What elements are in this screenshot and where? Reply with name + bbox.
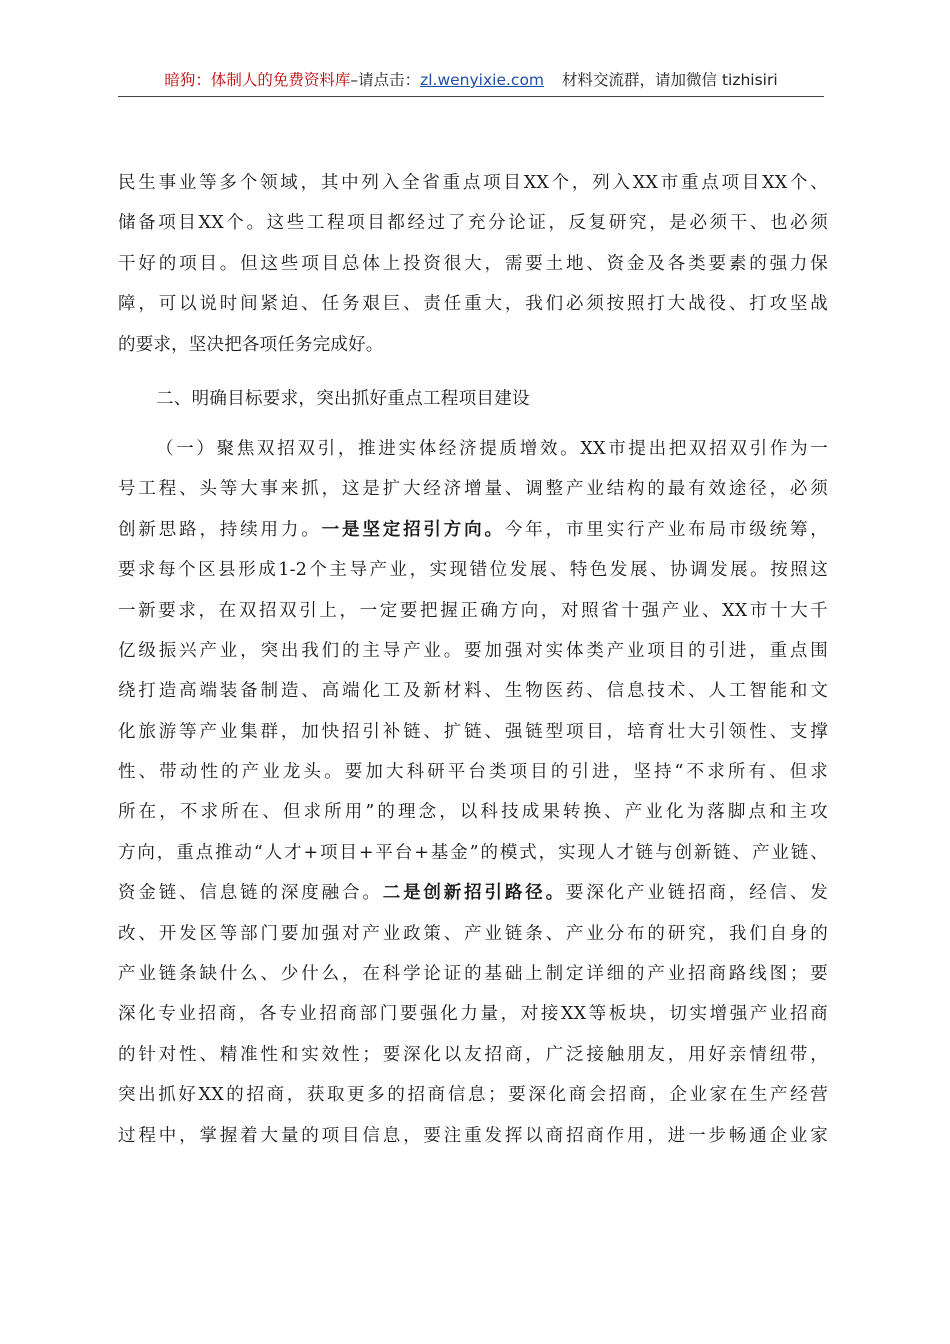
header-contact: 材料交流群，请加微信 tizhisiri [562, 71, 778, 89]
line-text: 要深化产业链招商，经信、发 [565, 883, 828, 904]
paragraph-line: 改、开发区等部门要加强对产业政策、产业链条、产业分布的研究，我们自身的 [118, 923, 828, 944]
paragraph-line: 干好的项目。但这些项目总体上投资很大，需要土地、资金及各类要素的强力保 [118, 253, 828, 274]
paragraph-line: 亿级振兴产业，突出我们的主导产业。要加强对实体类产业项目的引进，重点围 [118, 640, 828, 661]
paragraph-line: 方向，重点推动“人才+项目+平台+基金”的模式，实现人才链与创新链、产业链、 [118, 842, 828, 863]
paragraph-line: 突出抓好XX的招商，获取更多的招商信息；要深化商会招商，企业家在生产经营 [118, 1085, 828, 1106]
paragraph-line [118, 510, 828, 550]
document-body [118, 163, 828, 1156]
paragraph-line: 的针对性、精准性和实效性；要深化以友招商，广泛接触朋友，用好亲情纽带， [118, 1044, 828, 1065]
paragraph-2 [118, 429, 828, 1156]
paragraph-line: 要求每个区县形成1-2个主导产业，实现错位发展、特色发展、协调发展。按照这 [118, 560, 828, 581]
section-heading: 二、明确目标要求，突出抓好重点工程项目建设 [156, 388, 530, 409]
paragraph-line: 一新要求，在双招双引上，一定要把握正确方向，对照省十强产业、XX市十大千 [118, 600, 828, 621]
header-click-prompt: –请点击： [350, 71, 421, 89]
paragraph-1 [118, 163, 828, 365]
paragraph-line: 所在，不求所在、但求所用”的理念，以科技成果转换、产业化为落脚点和主攻 [118, 802, 828, 823]
header-link[interactable]: zl.wenyixie.com [420, 71, 545, 89]
paragraph-line: 过程中，掌握着大量的项目信息，要注重发挥以商招商作用，进一步畅通企业家 [118, 1125, 828, 1146]
bold-point-two: 二是创新招引路径。 [382, 883, 566, 904]
paragraph-line: 化旅游等产业集群，加快招引补链、扩链、强链型项目，培育壮大引领性、支撑 [118, 721, 828, 742]
paragraph-line: 储备项目XX个。这些工程项目都经过了充分论证，反复研究，是必须干、也必须 [118, 213, 828, 234]
paragraph-line: 号工程、头等大事来抓，这是扩大经济增量、调整产业结构的最有效途径，必须 [118, 479, 828, 500]
paragraph-line: 深化专业招商，各专业招商部门要强化力量，对接XX等板块，切实增强产业招商 [118, 1004, 828, 1025]
paragraph-line: 障，可以说时间紧迫、任务艰巨、责任重大，我们必须按照打大战役、打攻坚战 [118, 294, 828, 315]
line-text: 创新思路，持续用力。 [118, 519, 322, 540]
paragraph-line: （一）聚焦双招双引，推进实体经济提质增效。XX市提出把双招双引作为一 [156, 438, 828, 459]
paragraph-line [118, 873, 828, 913]
bold-point-one: 一是坚定招引方向。 [321, 519, 505, 540]
paragraph-line: 绕打造高端装备制造、高端化工及新材料、生物医药、信息技术、人工智能和文 [118, 681, 828, 702]
line-text: 资金链、信息链的深度融合。 [118, 883, 383, 904]
header-brand: 暗狗：体制人的免费资料库 [164, 71, 351, 89]
paragraph-line: 的要求，坚决把各项任务完成好。 [118, 334, 384, 355]
paragraph-line: 民生事业等多个领域，其中列入全省重点项目XX个，列入XX市重点项目XX个、 [118, 173, 828, 193]
line-text: 今年，市里实行产业布局市级统筹， [504, 519, 829, 540]
paragraph-line: 性、带动性的产业龙头。要加大科研平台类项目的引进，坚持“不求所有、但求 [118, 762, 828, 783]
paragraph-line: 产业链条缺什么、少什么，在科学论证的基础上制定详细的产业招商路线图；要 [118, 964, 828, 985]
page-header [118, 66, 824, 97]
